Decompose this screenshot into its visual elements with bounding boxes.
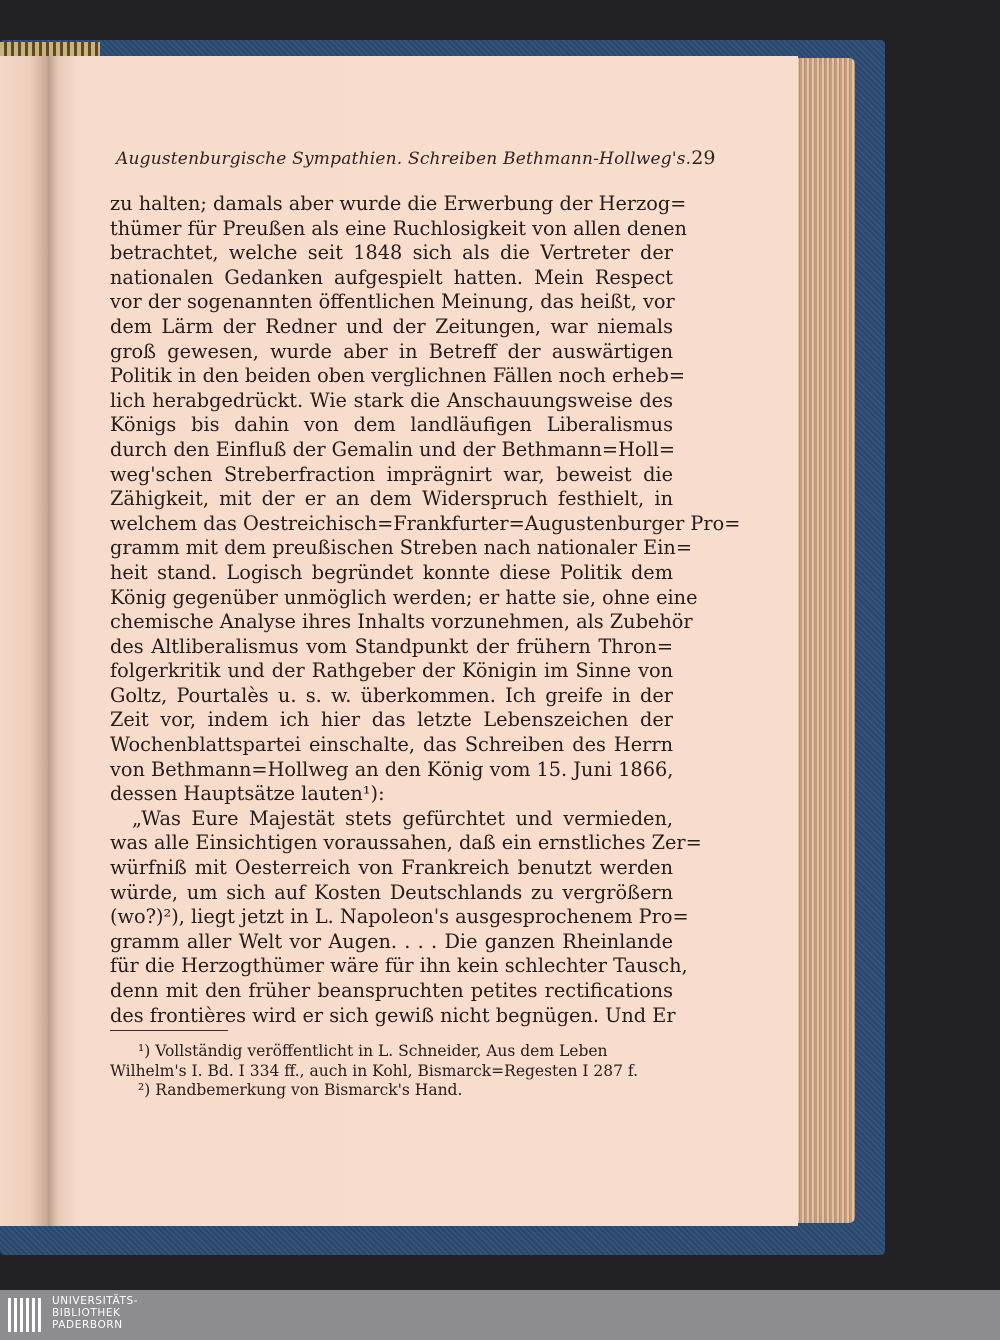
text-line: „Was Eure Majestät stets gefürchtet und vermieden, <box>132 806 673 830</box>
text-line: Königs bis dahin von dem landläufigen Liberalismus <box>110 413 673 437</box>
text-line: thümer für Preußen als eine Ruchlosigkeit von allen denen <box>110 216 687 240</box>
text-line: Goltz, Pourtalès u. s. w. überkommen. Ich greife in der <box>110 683 673 707</box>
text-line: nationalen Gedanken aufgespielt hatten. Mein Respect <box>110 265 673 289</box>
text-line: Wochenblattspartei einschalte, das Schreiben des Herrn <box>110 733 673 757</box>
text-line: Zähigkeit, mit der er an dem Widerspruch festhielt, in <box>110 487 673 511</box>
footnote-1-line-2: Wilhelm's I. Bd. I 334 ff., auch in Kohl, Bismarck=Regesten I 287 f. <box>110 1061 639 1080</box>
text-line: gramm mit dem preußischen Streben nach nationaler Ein= <box>110 536 692 560</box>
text-line: König gegenüber unmöglich werden; er hatte sie, ohne eine <box>110 585 698 609</box>
running-head: Augustenburgische Sympathien. Schreiben Bethmann-Hollweg's. <box>116 149 692 169</box>
library-logo-text <box>52 1295 252 1331</box>
text-line: denn mit den früher beanspruchten petites rectifications <box>110 979 673 1002</box>
footnote-1-line-1: ¹) Vollständig veröffentlicht in L. Schneider, Aus dem Leben <box>138 1042 608 1060</box>
text-line: weg'schen Streberfraction imprägnirt war, beweist die <box>110 462 673 486</box>
text-line: (wo?)²), liegt jetzt in L. Napoleon's ausgesprochenem Pro= <box>110 905 689 929</box>
text-line: des Altliberalismus vom Standpunkt der frühern Thron= <box>110 634 673 658</box>
library-footer <box>0 1290 1000 1340</box>
text-line: groß gewesen, wurde aber in Betreff der auswärtigen <box>110 339 673 363</box>
footnote-separator <box>110 1030 228 1031</box>
page-number: 29 <box>691 147 716 169</box>
text-line: gramm aller Welt vor Augen. . . . Die ganzen Rheinlande <box>110 929 673 953</box>
text-line: zu halten; damals aber wurde die Erwerbung der Herzog= <box>110 192 687 215</box>
text-line: für die Herzogthümer wäre für ihn kein schlechter Tausch, <box>110 954 688 978</box>
logo-line-3: PADERBORN <box>52 1319 123 1331</box>
text-line: betrachtet, welche seit 1848 sich als die Vertreter der <box>110 241 673 265</box>
text-line: heit stand. Logisch begründet konnte diese Politik dem <box>110 560 673 584</box>
text-line: was alle Einsichtigen voraussahen, daß ein ernstliches Zer= <box>110 831 702 855</box>
page-header <box>116 147 716 173</box>
text-line: dessen Hauptsätze lauten¹): <box>110 782 385 806</box>
logo-line-2: BIBLIOTHEK <box>52 1307 121 1319</box>
logo-line-1: UNIVERSITÄTS- <box>52 1295 139 1307</box>
left-page-edge <box>0 56 48 1226</box>
text-line: welchem das Oestreichisch=Frankfurter=Augustenburger Pro= <box>110 511 741 535</box>
text-line: durch den Einfluß der Gemalin und der Bethmann=Holl= <box>110 437 675 461</box>
text-line: lich herabgedrückt. Wie stark die Anschauungsweise des <box>110 388 673 412</box>
text-line: würde, um sich auf Kosten Deutschlands zu vergrößern <box>110 880 673 904</box>
text-line: Politik in den beiden oben verglichnen Fällen noch erheb= <box>110 364 685 388</box>
text-line: dem Lärm der Redner und der Zeitungen, war niemals <box>110 314 673 338</box>
text-line: vor der sogenannten öffentlichen Meinung, das heißt, vor <box>110 290 675 314</box>
footnotes <box>110 1042 670 1101</box>
text-line: Zeit vor, indem ich hier das letzte Lebenszeichen der <box>110 708 673 732</box>
body-text <box>110 192 741 1028</box>
text-line: des frontières wird er sich gewiß nicht begnügen. Und Er <box>110 1003 676 1027</box>
text-line: von Bethmann=Hollweg an den König vom 15. Juni 1866, <box>110 757 674 781</box>
text-line: chemische Analyse ihres Inhalts vorzunehmen, als Zubehör <box>110 610 693 634</box>
footnote-2: ²) Randbemerkung von Bismarck's Hand. <box>138 1081 463 1099</box>
library-logo-icon <box>6 1294 46 1336</box>
text-line: folgerkritik und der Rathgeber der Königin im Sinne von <box>110 659 673 683</box>
page-block-edge <box>795 58 855 1223</box>
text-line: würfniß mit Oesterreich von Frankreich benutzt werden <box>110 856 673 880</box>
